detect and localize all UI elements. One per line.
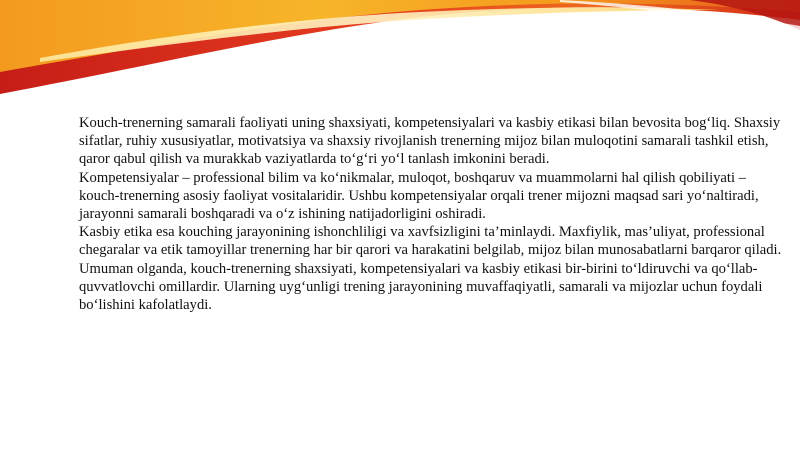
- paragraph-personality: Kouch-trenerning samarali faoliyati uning shaxsiyati, kompetensiyalari va kasbiy etikasi bilan bevosita bog‘liq. Shaxsiy sifatlar, ruhiy xususiyatlar, motivatsiya va shaxsiy rivojlanish trenerning mijoz bilan muloqotini samarali tashkil etish, qaror qabul qilish va murakkab vaziyatlarda to‘g‘ri yo‘l tanlash imkonini beradi.: [79, 115, 781, 168]
- paragraph-competencies: Kompetensiyalar – professional bilim va ko‘nikmalar, muloqot, boshqaruv va muammolarni hal qilish qobiliyati – kouch-trenerning asosiy faoliyat vositalaridir. Ushbu kompetensiyalar orqali trener mijozni maqsad sari yo‘naltiradi, jarayonni samarali boshqaradi va o‘z ishining natijadorligini oshiradi.: [79, 169, 759, 223]
- body-text: [79, 114, 785, 314]
- paragraph-conclusion: Umuman olganda, kouch-trenerning shaxsiyati, kompetensiyalari va kasbiy etikasi bir-birini to‘ldiruvchi va qo‘llab-quvvatlovchi omillardir. Ularning uyg‘unligi trening jarayonining muvaffaqiyatli, samarali va mijozlar uchun foydali bo‘lishini kafolatlaydi.: [79, 260, 763, 314]
- paragraph-ethics: Kasbiy etika esa kouching jarayonining ishonchliligi va xavfsizligini ta’minlaydi. Maxfiylik, mas’uliyat, professional chegaralar va etik tamoyillar trenerning har bir qarori va harakatini belgilab, mijoz bilan munosabatlarni barqaror qiladi.: [79, 224, 782, 259]
- decorative-swoosh-banner: [0, 0, 800, 100]
